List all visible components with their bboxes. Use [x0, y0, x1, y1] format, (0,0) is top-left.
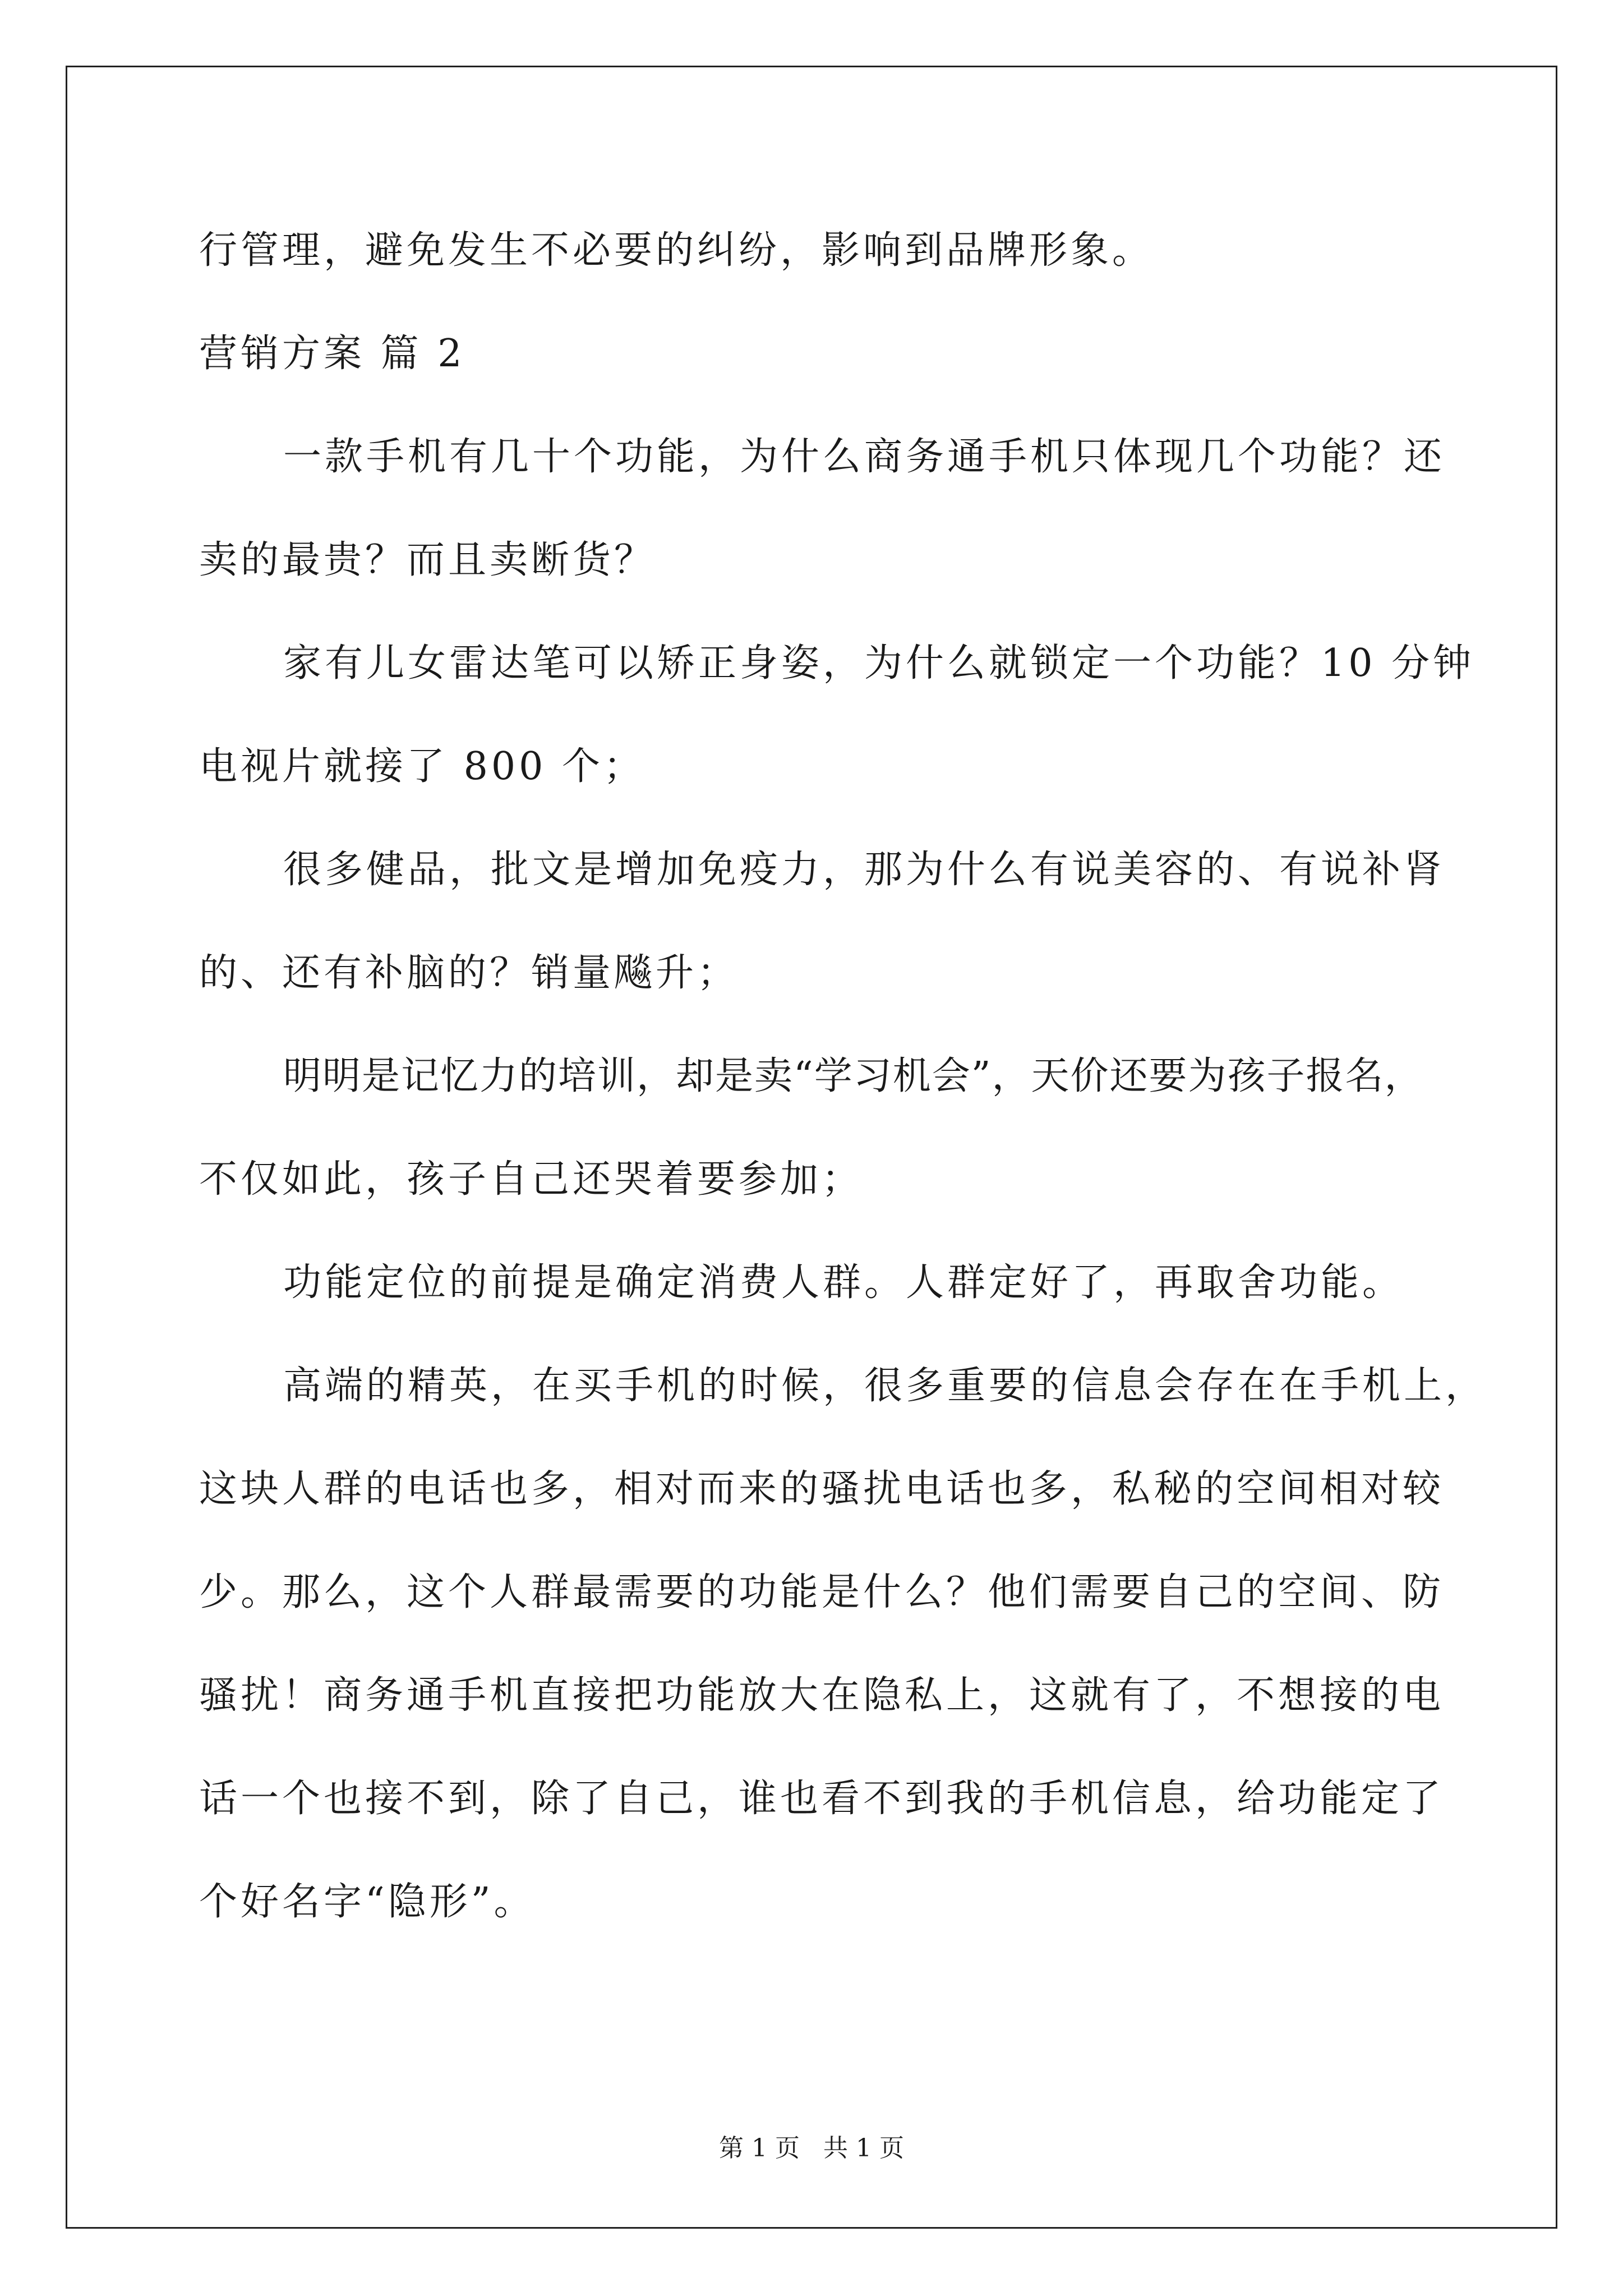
paragraph-line: 这块人群的电话也多，相对而来的骚扰电话也多，私秘的空间相对较: [199, 1467, 1445, 1511]
paragraph-line: 一款手机有几十个功能，为什么商务通手机只体现几个功能？还: [283, 435, 1446, 479]
paragraph-line: 话一个也接不到，除了自己，谁也看不到我的手机信息，给功能定了: [199, 1777, 1445, 1821]
paragraph-line: 个好名字“隐形”。: [199, 1880, 536, 1924]
paragraph-line: 明明是记忆力的培训，却是卖“学习机会”，天价还要为孩子报名，: [283, 1054, 1424, 1098]
paragraph-line: 功能定位的前提是确定消费人群。人群定好了，再取舍功能。: [283, 1260, 1404, 1305]
paragraph-line: 高端的精英，在买手机的时候，很多重要的信息会存在在手机上，: [283, 1364, 1487, 1408]
paragraph-line: 的、还有补脑的？销量飚升；: [199, 951, 739, 995]
document-body: [199, 224, 1487, 1929]
page-footer: 第 1 页 共 1 页: [719, 2134, 904, 2162]
paragraph-line: 骚扰！商务通手机直接把功能放大在隐私上，这就有了，不想接的电: [199, 1673, 1445, 1718]
paragraph-line: 电视片就接了 800 个；: [199, 744, 645, 789]
paragraph-line: 少。那么，这个人群最需要的功能是什么？他们需要自己的空间、防: [199, 1570, 1445, 1614]
paragraph-line: 很多健品，批文是增加免疫力，那为什么有说美容的、有说补肾: [283, 848, 1446, 892]
section-heading: 营销方案 篇 2: [199, 332, 465, 376]
paragraph-line: 不仅如此，孩子自己还哭着要参加；: [199, 1157, 864, 1202]
paragraph-line: 家有儿女雷达笔可以矫正身姿，为什么就锁定一个功能？10 分钟: [283, 641, 1475, 685]
paragraph-line: 行管理，避免发生不必要的纠纷，影响到品牌形象。: [199, 228, 1154, 273]
paragraph-line: 卖的最贵？而且卖断货？: [199, 538, 656, 582]
